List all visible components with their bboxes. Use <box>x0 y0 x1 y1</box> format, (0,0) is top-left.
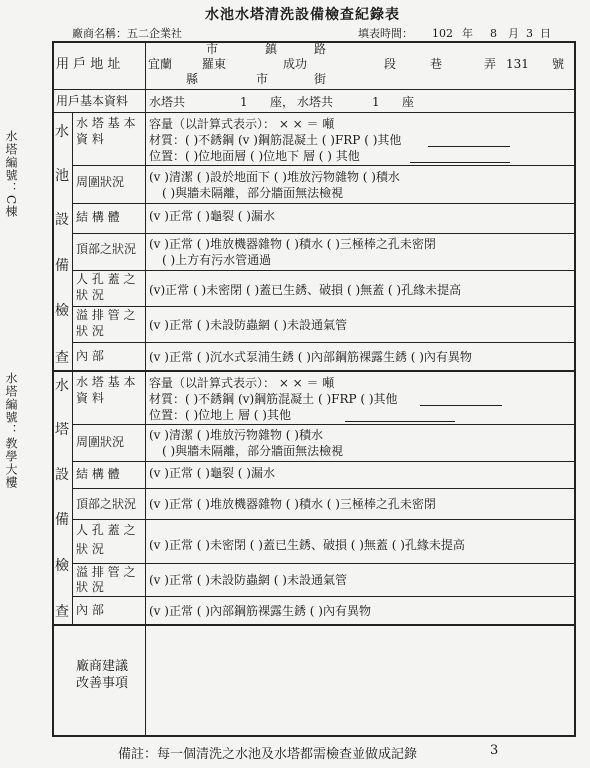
pool-capacity: 容量（以計算式表示）： × × ＝ 噸 <box>149 117 335 131</box>
tower-section-char: 塔 <box>55 422 69 438</box>
tower-basic-label-1: 水 塔 基 本 <box>76 375 136 389</box>
tower-top: (v )正常 ( )堆放機器雜物 ( )積水 ( )三極棒之孔未密閉 <box>149 497 436 511</box>
pool-basic-label-1: 水 塔 基 本 <box>76 116 136 130</box>
pool-surround-2: ( )與牆未隔離，部分牆面無法檢視 <box>162 186 344 200</box>
tower-section-char: 設 <box>55 467 69 483</box>
basic-count-2: 1 <box>372 95 380 109</box>
pool-section-char: 備 <box>55 258 69 274</box>
pool-position: 位置：( )位地面層 ( )位地下 層 ( ) 其他 <box>149 149 360 163</box>
tower-pipe-label-1: 溢 排 管 之 <box>76 565 136 579</box>
pool-number-note: 水塔編號：C棟 <box>4 130 18 219</box>
tower-top-label: 頂部之狀況 <box>76 497 137 511</box>
pool-surround-label: 周圍狀況 <box>76 175 125 189</box>
fill-month-unit: 月 <box>508 27 519 40</box>
tower-structure-label: 結 構 體 <box>76 467 120 481</box>
pool-structure-label: 結 構 體 <box>76 210 120 224</box>
pool-top-label: 頂部之狀況 <box>76 242 137 256</box>
address-duan: 段 <box>384 57 397 71</box>
tower-section-char: 檢 <box>55 558 69 574</box>
pool-section-char: 檢 <box>55 303 69 319</box>
address-zhen: 鎮 <box>265 42 278 56</box>
tower-section-char: 水 <box>55 378 69 394</box>
fill-year: 102 <box>432 27 453 40</box>
address-xiang: 巷 <box>430 57 443 71</box>
pool-surround-1: (v )清潔 ( )設於地面下 ( )堆放污物雜物 ( )積水 <box>149 170 400 184</box>
pool-section-char: 設 <box>55 212 69 228</box>
pool-material: 材質：( )不銹鋼 (v )鋼筋混凝土 ( )FRP ( )其他 <box>149 133 402 147</box>
footer-note: 備註：每一個清洗之水池及水塔都需檢查並做成記錄 <box>118 747 418 762</box>
tower-material: 材質：( )不銹鋼 (v)鋼筋混凝土 ( )FRP ( )其他 <box>149 392 398 406</box>
basic-unit-2: 座 <box>402 95 415 109</box>
pool-inner-label: 內 部 <box>76 349 104 363</box>
suggestion-label-1: 廠商建議 <box>76 659 129 674</box>
address-shi2: 市 <box>256 72 269 86</box>
pool-structure: (v )正常 ( )龜裂 ( )漏水 <box>149 209 275 223</box>
tower-capacity: 容量（以計算式表示）： × × ＝ 噸 <box>149 376 335 390</box>
basic-text-1: 水塔共 <box>149 95 186 109</box>
tower-section-char: 備 <box>55 512 69 528</box>
suggestion-area[interactable] <box>147 627 573 734</box>
address-jie: 街 <box>314 72 327 86</box>
tower-manhole: (v )正常 ( )未密閉 ( )蓋已生銹、破損 ( )無蓋 ( )孔緣未提高 <box>149 538 465 552</box>
pool-section-char: 查 <box>55 350 69 366</box>
pool-manhole-label-1: 人 孔 蓋 之 <box>76 272 136 286</box>
address-road: 成功 <box>283 57 308 71</box>
address-county: 宜蘭 <box>148 57 173 71</box>
address-xian: 縣 <box>186 72 199 86</box>
pool-inner: (v )正常 ( )沉水式泵浦生銹 ( )內部鋼筋裸露生銹 ( )內有異物 <box>149 350 472 364</box>
pool-manhole-label-2: 狀 況 <box>76 288 104 302</box>
pool-basic-label-2: 資 料 <box>76 132 104 146</box>
address-town: 羅東 <box>202 57 227 71</box>
fill-day: 3 <box>526 27 533 40</box>
basic-info-label: 用戶基本資料 <box>56 94 129 108</box>
tower-pipe: (v )正常 ( )未設防蟲網 ( )未設通氣管 <box>149 573 347 587</box>
address-shi: 市 <box>206 42 219 56</box>
tower-section-char: 查 <box>55 604 69 620</box>
pool-pipe-label-2: 狀 況 <box>76 324 104 338</box>
fill-year-unit: 年 <box>462 27 473 40</box>
tower-pipe-label-2: 狀 況 <box>76 580 104 594</box>
basic-text-2: 水塔共 <box>297 95 334 109</box>
tower-basic-label-2: 資 料 <box>76 391 104 405</box>
address-lu: 路 <box>314 42 327 56</box>
basic-unit-1: 座， <box>270 95 295 109</box>
basic-count-1: 1 <box>240 95 248 109</box>
tower-surround-label: 周圍狀況 <box>76 435 125 449</box>
tower-inner: (v )正常 ( )內部鋼筋裸露生銹 ( )內有異物 <box>149 604 371 618</box>
tower-structure: (v )正常 ( )龜裂 ( )漏水 <box>149 466 275 480</box>
suggestion-label-2: 改善事項 <box>76 676 129 691</box>
tower-manhole-label-2: 狀 況 <box>76 542 104 556</box>
address-label: 用 戶 地 址 <box>56 57 121 72</box>
vendor-name: 廠商名稱：五二企業社 <box>72 27 182 40</box>
pool-section-char: 池 <box>55 168 69 184</box>
pool-pipe: (v )正常 ( )未設防蟲網 ( )未設通氣管 <box>149 318 347 332</box>
form-title: 水池水塔清洗設備檢查紀錄表 <box>205 7 400 23</box>
fill-month: 8 <box>490 27 497 40</box>
address-number: 131 <box>506 57 529 71</box>
tower-inner-label: 內 部 <box>76 603 104 617</box>
tower-surround-2: ( )與牆未隔離，部分牆面無法檢視 <box>162 444 344 458</box>
address-nong: 弄 <box>484 57 497 71</box>
address-hao: 號 <box>552 57 565 71</box>
tower-number-note: 水塔編號：教學大樓 <box>4 372 18 489</box>
fill-date-label: 填表時間： <box>358 27 413 40</box>
tower-position: 位置：( )位地上 層 ( )其他 <box>149 408 291 422</box>
pool-manhole: (v)正常 ( )未密閉 ( )蓋已生銹、破損 ( )無蓋 ( )孔緣未提高 <box>149 283 462 297</box>
tower-manhole-label-1: 人 孔 蓋 之 <box>76 523 136 537</box>
pool-top-2: ( )上方有污水管通過 <box>162 253 272 267</box>
tower-surround-1: (v )清潔 ( )堆放污物雜物 ( )積水 <box>149 428 323 442</box>
pool-pipe-label-1: 溢 排 管 之 <box>76 308 136 322</box>
page-number: 3 <box>490 743 499 758</box>
pool-section-char: 水 <box>55 124 69 140</box>
pool-top-1: (v )正常 ( )堆放機器雜物 ( )積水 ( )三極棒之孔未密閉 <box>149 237 436 251</box>
fill-day-unit: 日 <box>540 27 551 40</box>
